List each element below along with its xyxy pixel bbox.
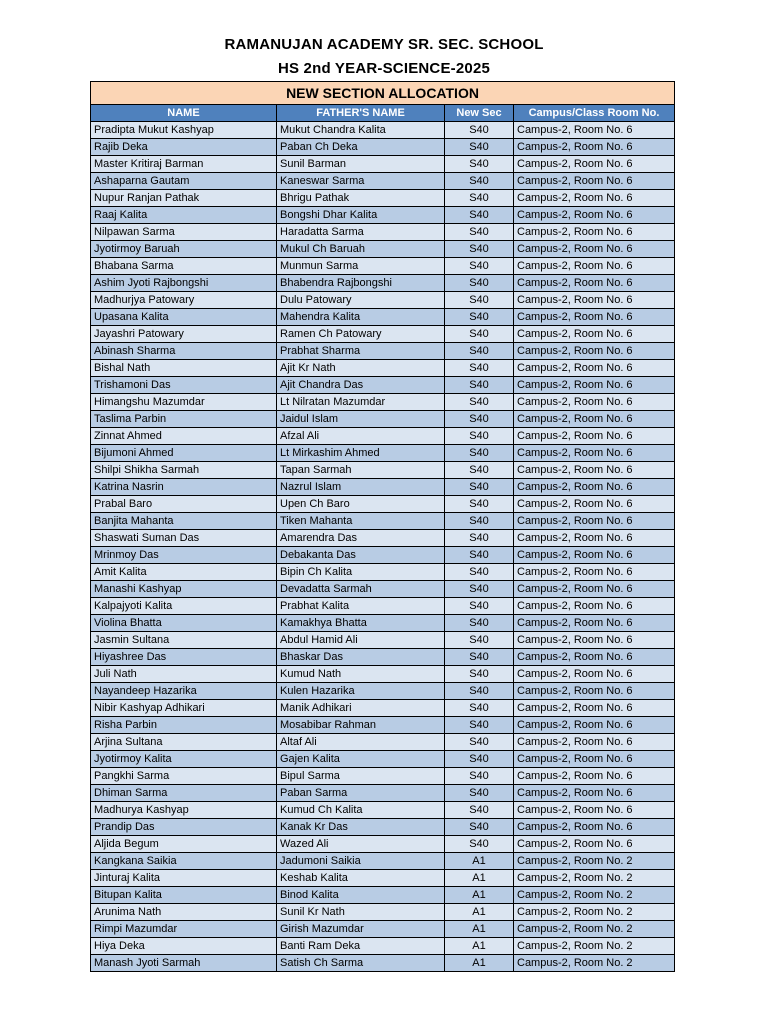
section-cell: S40 [445, 292, 514, 309]
table-row [91, 751, 675, 768]
column-header-fathers-name: FATHER'S NAME [277, 105, 445, 122]
student-name-cell: Raaj Kalita [91, 207, 277, 224]
room-cell: Campus-2, Room No. 6 [514, 666, 675, 683]
table-row [91, 785, 675, 802]
student-name-cell: Rajib Deka [91, 139, 277, 156]
father-name-cell: Lt Nilratan Mazumdar [277, 394, 445, 411]
room-cell: Campus-2, Room No. 6 [514, 751, 675, 768]
father-name-cell: Dulu Patowary [277, 292, 445, 309]
student-name-cell: Nayandeep Hazarika [91, 683, 277, 700]
father-name-cell: Girish Mazumdar [277, 921, 445, 938]
father-name-cell: Mukul Ch Baruah [277, 241, 445, 258]
room-cell: Campus-2, Room No. 6 [514, 309, 675, 326]
room-cell: Campus-2, Room No. 6 [514, 819, 675, 836]
room-cell: Campus-2, Room No. 6 [514, 173, 675, 190]
father-name-cell: Prabhat Kalita [277, 598, 445, 615]
room-cell: Campus-2, Room No. 6 [514, 496, 675, 513]
student-name-cell: Banjita Mahanta [91, 513, 277, 530]
section-cell: S40 [445, 768, 514, 785]
section-cell: S40 [445, 819, 514, 836]
table-row [91, 190, 675, 207]
student-name-cell: Shilpi Shikha Sarmah [91, 462, 277, 479]
table-row [91, 377, 675, 394]
section-cell: A1 [445, 921, 514, 938]
table-row [91, 411, 675, 428]
father-name-cell: Manik Adhikari [277, 700, 445, 717]
father-name-cell: Binod Kalita [277, 887, 445, 904]
father-name-cell: Tiken Mahanta [277, 513, 445, 530]
table-row [91, 819, 675, 836]
table-row [91, 666, 675, 683]
father-name-cell: Sunil Kr Nath [277, 904, 445, 921]
student-name-cell: Madhurya Kashyap [91, 802, 277, 819]
room-cell: Campus-2, Room No. 6 [514, 683, 675, 700]
room-cell: Campus-2, Room No. 6 [514, 462, 675, 479]
student-name-cell: Dhiman Sarma [91, 785, 277, 802]
room-cell: Campus-2, Room No. 2 [514, 870, 675, 887]
table-row [91, 394, 675, 411]
section-cell: S40 [445, 462, 514, 479]
room-cell: Campus-2, Room No. 6 [514, 377, 675, 394]
student-name-cell: Jyotirmoy Baruah [91, 241, 277, 258]
father-name-cell: Afzal Ali [277, 428, 445, 445]
section-cell: S40 [445, 411, 514, 428]
table-row [91, 598, 675, 615]
student-name-cell: Juli Nath [91, 666, 277, 683]
father-name-cell: Sunil Barman [277, 156, 445, 173]
room-cell: Campus-2, Room No. 2 [514, 853, 675, 870]
table-row [91, 632, 675, 649]
table-row [91, 292, 675, 309]
room-cell: Campus-2, Room No. 6 [514, 190, 675, 207]
table-row [91, 921, 675, 938]
room-cell: Campus-2, Room No. 6 [514, 564, 675, 581]
student-name-cell: Mrinmoy Das [91, 547, 277, 564]
table-row [91, 360, 675, 377]
student-name-cell: Arunima Nath [91, 904, 277, 921]
father-name-cell: Bhrigu Pathak [277, 190, 445, 207]
table-row [91, 853, 675, 870]
table-row [91, 955, 675, 972]
room-cell: Campus-2, Room No. 2 [514, 887, 675, 904]
table-row [91, 870, 675, 887]
father-name-cell: Ajit Chandra Das [277, 377, 445, 394]
table-row [91, 258, 675, 275]
room-cell: Campus-2, Room No. 6 [514, 768, 675, 785]
section-cell: S40 [445, 394, 514, 411]
room-cell: Campus-2, Room No. 6 [514, 428, 675, 445]
column-header-new-sec: New Sec [445, 105, 514, 122]
father-name-cell: Keshab Kalita [277, 870, 445, 887]
father-name-cell: Bhaskar Das [277, 649, 445, 666]
student-name-cell: Abinash Sharma [91, 343, 277, 360]
column-header-campus-room: Campus/Class Room No. [514, 105, 675, 122]
room-cell: Campus-2, Room No. 6 [514, 241, 675, 258]
father-name-cell: Mosabibar Rahman [277, 717, 445, 734]
father-name-cell: Jaidul Islam [277, 411, 445, 428]
room-cell: Campus-2, Room No. 6 [514, 615, 675, 632]
table-row [91, 904, 675, 921]
section-cell: A1 [445, 904, 514, 921]
father-name-cell: Bipin Ch Kalita [277, 564, 445, 581]
section-cell: S40 [445, 173, 514, 190]
section-cell: S40 [445, 785, 514, 802]
room-cell: Campus-2, Room No. 6 [514, 717, 675, 734]
section-cell: S40 [445, 428, 514, 445]
room-cell: Campus-2, Room No. 6 [514, 275, 675, 292]
table-row [91, 615, 675, 632]
room-cell: Campus-2, Room No. 6 [514, 479, 675, 496]
room-cell: Campus-2, Room No. 6 [514, 445, 675, 462]
section-cell: S40 [445, 513, 514, 530]
father-name-cell: Kanak Kr Das [277, 819, 445, 836]
father-name-cell: Ajit Kr Nath [277, 360, 445, 377]
student-name-cell: Hiya Deka [91, 938, 277, 955]
table-row [91, 887, 675, 904]
section-cell: A1 [445, 955, 514, 972]
table-body [91, 122, 675, 972]
student-name-cell: Bijumoni Ahmed [91, 445, 277, 462]
allocation-table [90, 81, 675, 972]
room-cell: Campus-2, Room No. 6 [514, 156, 675, 173]
room-cell: Campus-2, Room No. 6 [514, 581, 675, 598]
student-name-cell: Rimpi Mazumdar [91, 921, 277, 938]
table-row [91, 156, 675, 173]
student-name-cell: Nupur Ranjan Pathak [91, 190, 277, 207]
father-name-cell: Kumud Nath [277, 666, 445, 683]
table-row [91, 700, 675, 717]
student-name-cell: Bishal Nath [91, 360, 277, 377]
father-name-cell: Mukut Chandra Kalita [277, 122, 445, 139]
father-name-cell: Bipul Sarma [277, 768, 445, 785]
table-row [91, 802, 675, 819]
student-name-cell: Aljida Begum [91, 836, 277, 853]
student-name-cell: Prabal Baro [91, 496, 277, 513]
father-name-cell: Paban Ch Deka [277, 139, 445, 156]
section-cell: S40 [445, 683, 514, 700]
table-row [91, 445, 675, 462]
student-name-cell: Kangkana Saikia [91, 853, 277, 870]
table-row [91, 530, 675, 547]
section-cell: A1 [445, 887, 514, 904]
room-cell: Campus-2, Room No. 6 [514, 734, 675, 751]
room-cell: Campus-2, Room No. 2 [514, 904, 675, 921]
father-name-cell: Prabhat Sharma [277, 343, 445, 360]
table-row [91, 309, 675, 326]
father-name-cell: Kaneswar Sarma [277, 173, 445, 190]
father-name-cell: Gajen Kalita [277, 751, 445, 768]
room-cell: Campus-2, Room No. 6 [514, 360, 675, 377]
table-row [91, 122, 675, 139]
student-name-cell: Nibir Kashyap Adhikari [91, 700, 277, 717]
room-cell: Campus-2, Room No. 6 [514, 700, 675, 717]
section-cell: S40 [445, 802, 514, 819]
class-subtitle: HS 2nd YEAR-SCIENCE-2025 [277, 60, 491, 77]
student-name-cell: Katrina Nasrin [91, 479, 277, 496]
father-name-cell: Abdul Hamid Ali [277, 632, 445, 649]
father-name-cell: Altaf Ali [277, 734, 445, 751]
father-name-cell: Devadatta Sarmah [277, 581, 445, 598]
section-cell: S40 [445, 530, 514, 547]
room-cell: Campus-2, Room No. 2 [514, 938, 675, 955]
section-cell: S40 [445, 309, 514, 326]
section-cell: A1 [445, 870, 514, 887]
father-name-cell: Jadumoni Saikia [277, 853, 445, 870]
table-row [91, 428, 675, 445]
table-row [91, 938, 675, 955]
section-cell: S40 [445, 717, 514, 734]
student-name-cell: Bhabana Sarma [91, 258, 277, 275]
section-cell: S40 [445, 343, 514, 360]
student-name-cell: Taslima Parbin [91, 411, 277, 428]
father-name-cell: Ramen Ch Patowary [277, 326, 445, 343]
room-cell: Campus-2, Room No. 6 [514, 394, 675, 411]
table-row [91, 683, 675, 700]
student-name-cell: Shaswati Suman Das [91, 530, 277, 547]
table-row [91, 479, 675, 496]
section-cell: S40 [445, 649, 514, 666]
section-cell: S40 [445, 224, 514, 241]
section-cell: S40 [445, 122, 514, 139]
student-name-cell: Himangshu Mazumdar [91, 394, 277, 411]
section-cell: S40 [445, 666, 514, 683]
section-cell: S40 [445, 241, 514, 258]
room-cell: Campus-2, Room No. 6 [514, 785, 675, 802]
student-name-cell: Kalpajyoti Kalita [91, 598, 277, 615]
section-cell: S40 [445, 377, 514, 394]
table-row [91, 564, 675, 581]
table-row [91, 462, 675, 479]
table-row [91, 241, 675, 258]
father-name-cell: Lt Mirkashim Ahmed [277, 445, 445, 462]
table-row [91, 734, 675, 751]
table-row [91, 275, 675, 292]
table-row [91, 581, 675, 598]
student-name-cell: Nilpawan Sarma [91, 224, 277, 241]
section-cell: S40 [445, 360, 514, 377]
father-name-cell: Wazed Ali [277, 836, 445, 853]
table-row [91, 326, 675, 343]
section-cell: S40 [445, 734, 514, 751]
section-cell: S40 [445, 139, 514, 156]
father-name-cell: Kamakhya Bhatta [277, 615, 445, 632]
section-cell: S40 [445, 598, 514, 615]
table-row [91, 224, 675, 241]
room-cell: Campus-2, Room No. 6 [514, 207, 675, 224]
room-cell: Campus-2, Room No. 6 [514, 836, 675, 853]
room-cell: Campus-2, Room No. 6 [514, 292, 675, 309]
section-cell: S40 [445, 496, 514, 513]
father-name-cell: Tapan Sarmah [277, 462, 445, 479]
room-cell: Campus-2, Room No. 2 [514, 921, 675, 938]
table-row [91, 717, 675, 734]
student-name-cell: Jayashri Patowary [91, 326, 277, 343]
table-row [91, 768, 675, 785]
table-row [91, 547, 675, 564]
student-name-cell: Ashim Jyoti Rajbongshi [91, 275, 277, 292]
table-banner: NEW SECTION ALLOCATION [91, 82, 675, 105]
student-name-cell: Zinnat Ahmed [91, 428, 277, 445]
section-cell: S40 [445, 836, 514, 853]
father-name-cell: Haradatta Sarma [277, 224, 445, 241]
room-cell: Campus-2, Room No. 6 [514, 632, 675, 649]
school-title: RAMANUJAN ACADEMY SR. SEC. SCHOOL [224, 36, 544, 53]
father-name-cell: Satish Ch Sarma [277, 955, 445, 972]
section-cell: A1 [445, 853, 514, 870]
room-cell: Campus-2, Room No. 6 [514, 513, 675, 530]
room-cell: Campus-2, Room No. 6 [514, 139, 675, 156]
student-name-cell: Prandip Das [91, 819, 277, 836]
section-cell: S40 [445, 615, 514, 632]
father-name-cell: Munmun Sarma [277, 258, 445, 275]
father-name-cell: Banti Ram Deka [277, 938, 445, 955]
section-cell: S40 [445, 581, 514, 598]
section-cell: S40 [445, 564, 514, 581]
section-cell: A1 [445, 938, 514, 955]
room-cell: Campus-2, Room No. 6 [514, 530, 675, 547]
student-name-cell: Manashi Kashyap [91, 581, 277, 598]
room-cell: Campus-2, Room No. 6 [514, 343, 675, 360]
section-cell: S40 [445, 275, 514, 292]
father-name-cell: Amarendra Das [277, 530, 445, 547]
table-row [91, 649, 675, 666]
father-name-cell: Paban Sarma [277, 785, 445, 802]
father-name-cell: Debakanta Das [277, 547, 445, 564]
student-name-cell: Pradipta Mukut Kashyap [91, 122, 277, 139]
table-row [91, 173, 675, 190]
section-cell: S40 [445, 479, 514, 496]
student-name-cell: Hiyashree Das [91, 649, 277, 666]
father-name-cell: Nazrul Islam [277, 479, 445, 496]
father-name-cell: Bhabendra Rajbongshi [277, 275, 445, 292]
table-row [91, 343, 675, 360]
student-name-cell: Ashaparna Gautam [91, 173, 277, 190]
section-cell: S40 [445, 751, 514, 768]
student-name-cell: Manash Jyoti Sarmah [91, 955, 277, 972]
section-cell: S40 [445, 156, 514, 173]
student-name-cell: Trishamoni Das [91, 377, 277, 394]
section-cell: S40 [445, 632, 514, 649]
table-row [91, 513, 675, 530]
section-cell: S40 [445, 207, 514, 224]
room-cell: Campus-2, Room No. 2 [514, 955, 675, 972]
section-cell: S40 [445, 190, 514, 207]
student-name-cell: Pangkhi Sarma [91, 768, 277, 785]
room-cell: Campus-2, Room No. 6 [514, 122, 675, 139]
student-name-cell: Jinturaj Kalita [91, 870, 277, 887]
student-name-cell: Violina Bhatta [91, 615, 277, 632]
room-cell: Campus-2, Room No. 6 [514, 598, 675, 615]
table-row [91, 139, 675, 156]
room-cell: Campus-2, Room No. 6 [514, 411, 675, 428]
student-name-cell: Arjina Sultana [91, 734, 277, 751]
father-name-cell: Kumud Ch Kalita [277, 802, 445, 819]
room-cell: Campus-2, Room No. 6 [514, 326, 675, 343]
table-row [91, 496, 675, 513]
father-name-cell: Bongshi Dhar Kalita [277, 207, 445, 224]
room-cell: Campus-2, Room No. 6 [514, 258, 675, 275]
table-row [91, 836, 675, 853]
father-name-cell: Kulen Hazarika [277, 683, 445, 700]
room-cell: Campus-2, Room No. 6 [514, 224, 675, 241]
father-name-cell: Upen Ch Baro [277, 496, 445, 513]
student-name-cell: Bitupan Kalita [91, 887, 277, 904]
room-cell: Campus-2, Room No. 6 [514, 802, 675, 819]
student-name-cell: Amit Kalita [91, 564, 277, 581]
room-cell: Campus-2, Room No. 6 [514, 649, 675, 666]
section-cell: S40 [445, 445, 514, 462]
father-name-cell: Mahendra Kalita [277, 309, 445, 326]
room-cell: Campus-2, Room No. 6 [514, 547, 675, 564]
student-name-cell: Jasmin Sultana [91, 632, 277, 649]
student-name-cell: Jyotirmoy Kalita [91, 751, 277, 768]
student-name-cell: Upasana Kalita [91, 309, 277, 326]
section-cell: S40 [445, 326, 514, 343]
section-cell: S40 [445, 547, 514, 564]
column-header-name: NAME [91, 105, 277, 122]
student-name-cell: Madhurjya Patowary [91, 292, 277, 309]
section-cell: S40 [445, 700, 514, 717]
student-name-cell: Risha Parbin [91, 717, 277, 734]
table-row [91, 207, 675, 224]
section-cell: S40 [445, 258, 514, 275]
student-name-cell: Master Kritiraj Barman [91, 156, 277, 173]
